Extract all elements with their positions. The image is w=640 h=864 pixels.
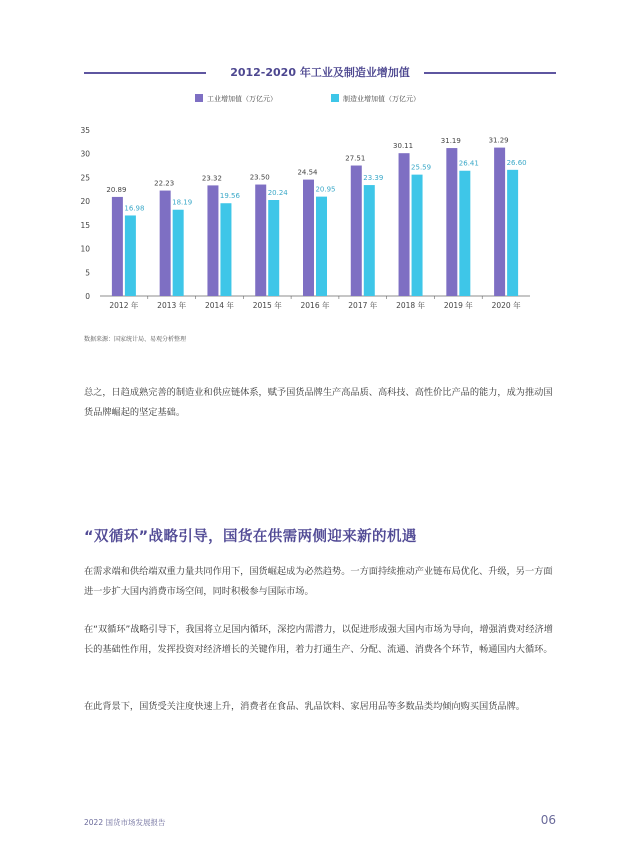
x-tick-label: 2018 年	[396, 301, 426, 310]
legend-label-industrial: 工业增加值（万亿元）	[207, 95, 277, 103]
bar-chart	[70, 118, 560, 318]
paragraph-1: 在需求端和供给端双重力量共同作用下，国货崛起成为必然趋势。一方面持续推动产业链布局优化、升级，另一方面进一步扩大国内消费市场空间，同时积极参与国际市场。	[84, 566, 553, 597]
chart-title: 2012-2020 年工业及制造业增加值	[230, 66, 410, 79]
data-label: 22.23	[154, 179, 175, 188]
paragraph-3: 在此背景下，国货受关注度快速上升，消费者在食品、乳品饮料、家居用品等多数品类均倾向购买国货品牌。	[84, 701, 525, 712]
bar-industrial	[207, 185, 218, 296]
data-label: 20.95	[315, 185, 336, 194]
bar-industrial	[399, 153, 410, 296]
x-tick-label: 2020 年	[491, 301, 521, 310]
footer-report-name: 2022 国货市场发展报告	[84, 818, 166, 827]
chart-header	[84, 63, 556, 83]
bar-industrial	[351, 166, 362, 296]
y-tick-label: 30	[80, 149, 90, 159]
x-tick-label: 2017 年	[348, 301, 378, 310]
data-label: 18.19	[172, 198, 193, 207]
x-tick-label: 2014 年	[204, 301, 234, 310]
y-tick-label: 20	[80, 197, 90, 207]
legend-swatch-manufacturing	[331, 94, 339, 102]
data-label: 23.32	[201, 174, 222, 183]
bar-industrial	[112, 197, 123, 296]
bar-industrial	[255, 185, 266, 296]
data-label: 31.19	[440, 137, 461, 146]
data-label: 19.56	[219, 192, 240, 201]
legend-item-industrial	[195, 93, 277, 105]
chart-source: 数据来源：国家统计局、易观分析整理	[84, 336, 187, 343]
x-tick-label: 2012 年	[109, 301, 139, 310]
legend-label-manufacturing: 制造业增加值（万亿元）	[343, 95, 420, 103]
chart-legend	[0, 93, 640, 107]
bar-manufacturing	[220, 203, 231, 296]
summary-paragraph: 总之，日趋成熟完善的制造业和供应链体系，赋予国货品牌生产高品质、高科技、高性价比产品的能力，成为推动国货品牌崛起的坚定基础。	[84, 387, 553, 418]
legend-item-manufacturing	[331, 93, 420, 105]
x-tick-label: 2016 年	[300, 301, 330, 310]
footer-page-number: 06	[540, 813, 556, 827]
y-tick-label: 15	[80, 220, 90, 230]
bar-manufacturing	[316, 197, 327, 296]
data-label: 26.60	[506, 158, 527, 167]
data-label: 27.51	[345, 154, 366, 163]
y-tick-label: 10	[80, 244, 90, 254]
bar-manufacturing	[507, 170, 518, 296]
bar-industrial	[446, 148, 457, 296]
bar-industrial	[303, 180, 314, 296]
data-label: 16.98	[124, 204, 145, 213]
data-label: 24.54	[297, 168, 318, 177]
data-label: 20.24	[267, 189, 288, 198]
data-label: 30.11	[393, 142, 414, 151]
x-tick-label: 2019 年	[443, 301, 473, 310]
bar-manufacturing	[364, 185, 375, 296]
paragraph-2: 在“双循环”战略引导下，我国将立足国内循环，深挖内需潜力，以促进形成强大国内市场为导向，增强消费对经济增长的基础性作用，发挥投资对经济增长的关键作用，着力打通生产、分配、流通、消费各个环节，畅通国内大循环。	[84, 624, 553, 655]
data-label: 23.50	[249, 173, 270, 182]
data-label: 23.39	[363, 174, 384, 183]
bar-manufacturing	[268, 200, 279, 296]
bar-industrial	[494, 148, 505, 296]
data-label: 20.89	[106, 185, 127, 194]
x-tick-label: 2015 年	[252, 301, 282, 310]
section-title: “双循环”战略引导，国货在供需两侧迎来新的机遇	[84, 529, 417, 545]
y-tick-label: 25	[80, 173, 90, 183]
header-rule-right	[424, 72, 556, 74]
data-label: 26.41	[458, 159, 479, 168]
bar-manufacturing	[412, 175, 423, 296]
data-label: 31.29	[488, 136, 509, 145]
y-tick-label: 35	[80, 126, 90, 135]
data-label: 25.59	[411, 163, 432, 172]
x-tick-label: 2013 年	[157, 301, 187, 310]
legend-swatch-industrial	[195, 94, 203, 102]
bar-industrial	[160, 191, 171, 296]
y-tick-label: 0	[85, 292, 90, 301]
bar-manufacturing	[459, 171, 470, 296]
bar-manufacturing	[173, 210, 184, 296]
y-tick-label: 5	[85, 268, 90, 278]
bar-manufacturing	[125, 215, 136, 296]
